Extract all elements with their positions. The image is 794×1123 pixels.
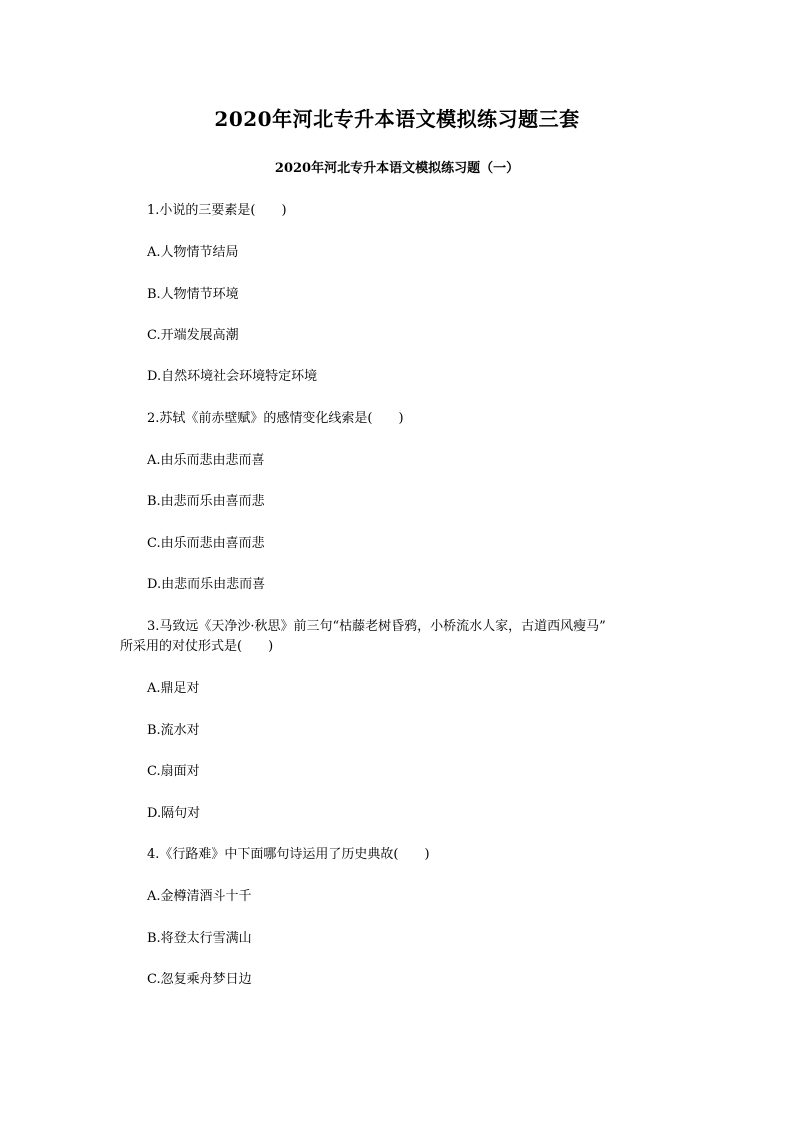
question-option: C.忽复乘舟梦日边 [147,972,252,987]
question-stem: 1.小说的三要素是( ) [147,203,287,218]
question-stem: 3.马致远《天净沙·秋思》前三句“枯藤老树昏鸦，小桥流水人家，古道西风瘦马” [147,619,606,634]
question-option: C.开端发展高潮 [147,328,239,343]
question-option: B.将登太行雪满山 [147,931,252,946]
question-option: B.人物情节环境 [147,287,239,302]
question-stem-continuation: 所采用的对仗形式是( ) [120,639,274,654]
section-title: 2020年河北专升本语文模拟练习题（一） [274,161,520,176]
question-option: A.金樽清酒斗十千 [147,889,252,904]
question-option: B.由悲而乐由喜而悲 [147,494,265,509]
question-option: A.人物情节结局 [147,245,239,260]
question-option: D.自然环境社会环境特定环境 [147,369,318,384]
question-option: D.隔句对 [147,806,201,821]
page-title: 2020年河北专升本语文模拟练习题三套 [214,107,580,131]
question-option: A.由乐而悲由悲而喜 [147,453,265,468]
question-option: B.流水对 [147,723,200,738]
question-option: A.鼎足对 [147,681,200,696]
question-stem: 2.苏轼《前赤壁赋》的感情变化线索是( ) [147,411,404,426]
question-option: C.扇面对 [147,764,200,779]
question-stem: 4.《行路难》中下面哪句诗运用了历史典故( ) [147,847,430,862]
question-option: D.由悲而乐由悲而喜 [147,577,266,592]
question-option: C.由乐而悲由喜而悲 [147,536,265,551]
